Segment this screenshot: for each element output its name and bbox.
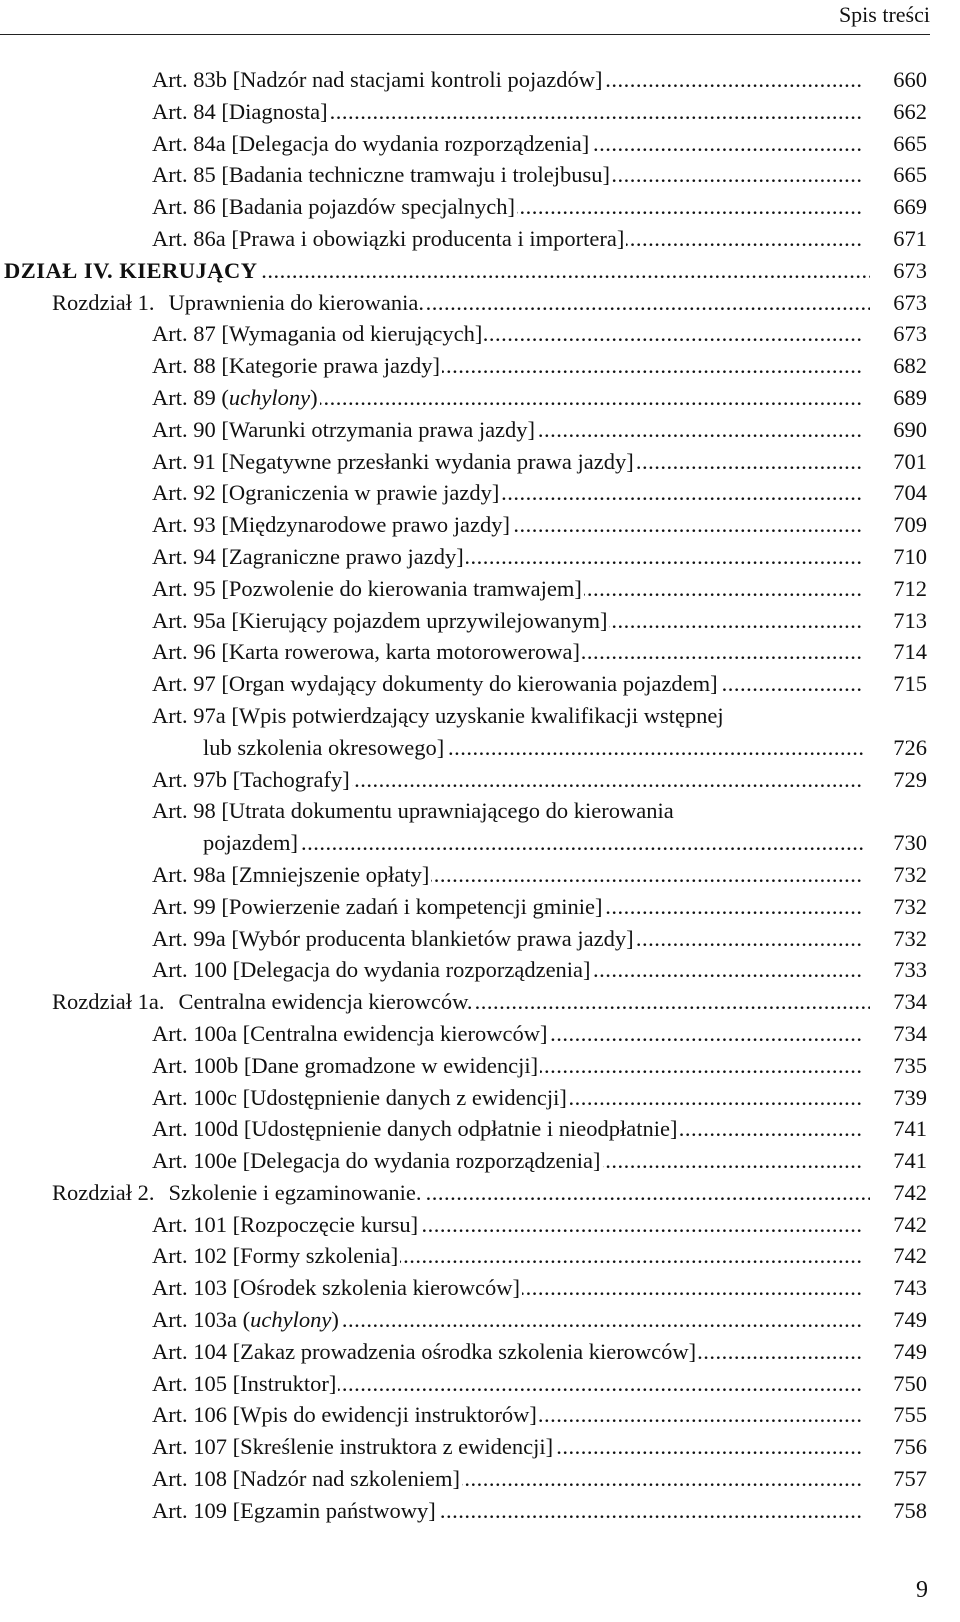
- toc-entry-label: Art. 86a [Prawa i obowiązki producenta i importera]: [152, 223, 626, 255]
- toc-page-number: 726: [893, 734, 927, 760]
- toc-page-number: 713: [893, 607, 927, 633]
- toc-entry-label: Art. 101 [Rozpoczęcie kursu]: [152, 1209, 420, 1241]
- toc-entry: [0, 1177, 960, 1209]
- toc-entry: [0, 1495, 960, 1527]
- toc-entry-label: Art. 100e [Delegacja do wydania rozporządzenia]: [152, 1145, 603, 1177]
- chapter-number: Rozdział 1.: [52, 289, 155, 315]
- dot-leader: [203, 827, 864, 859]
- toc-page-number: 732: [893, 861, 927, 887]
- toc-entry: [0, 382, 960, 414]
- toc-entry-label: [152, 1304, 341, 1336]
- toc-entry-label: Art. 96 [Karta rowerowa, karta motorowerowa]: [152, 636, 582, 668]
- entry-prefix: Art. 89 (: [152, 384, 229, 410]
- toc-page-number: 701: [893, 448, 927, 474]
- toc-page-number: 729: [893, 766, 927, 792]
- toc-entry-label: Art. 93 [Międzynarodowe prawo jazdy]: [152, 509, 512, 541]
- toc-entry: [0, 477, 960, 509]
- toc-entry: [0, 1050, 960, 1082]
- toc-entry-label: Art. 97b [Tachografy]: [152, 764, 352, 796]
- toc-entry-label: Art. 91 [Negatywne przesłanki wydania prawa jazdy]: [152, 446, 636, 478]
- toc-entry: [0, 764, 960, 796]
- toc-page-number: 735: [893, 1052, 927, 1078]
- toc-entry: [0, 223, 960, 255]
- toc-page-number: 743: [893, 1275, 927, 1301]
- toc-page-number: 682: [893, 353, 927, 379]
- toc-entry: [0, 1113, 960, 1145]
- toc-entry: [0, 1368, 960, 1400]
- toc-entry-label: Art. 98a [Zmniejszenie opłaty]: [152, 859, 431, 891]
- toc-page-number: 749: [893, 1307, 927, 1333]
- entry-suffix: ): [331, 1307, 339, 1333]
- toc-entry-label: Art. 97a [Wpis potwierdzający uzyskanie kwalifikacji wstępnej: [152, 700, 726, 732]
- toc-entry-label: Art. 84 [Diagnosta]: [152, 96, 330, 128]
- toc-page-number: 709: [893, 512, 927, 538]
- toc-page-number: 665: [893, 162, 927, 188]
- toc-page-number: 750: [893, 1370, 927, 1396]
- toc-entry-label: Art. 106 [Wpis do ewidencji instruktorów]: [152, 1399, 539, 1431]
- chapter-title: Szkolenie i egzaminowanie.: [168, 1179, 422, 1205]
- toc-entry: [0, 1399, 960, 1431]
- toc-entry-label: Art. 90 [Warunki otrzymania prawa jazdy]: [152, 414, 537, 446]
- toc-entry: [0, 954, 960, 986]
- toc-entry: [0, 605, 960, 637]
- chapter-title: Centralna ewidencja kierowców.: [178, 989, 473, 1015]
- toc-page-number: 742: [893, 1243, 927, 1269]
- toc-page-number: 704: [893, 480, 927, 506]
- toc-entry-label: Art. 102 [Formy szkolenia]: [152, 1240, 400, 1272]
- chapter-number: Rozdział 1a.: [52, 989, 165, 1015]
- toc-entry-label: Art. 105 [Instruktor]: [152, 1368, 338, 1400]
- toc-entry-label: DZIAŁ IV. KIERUJĄCY: [4, 255, 260, 287]
- toc-entry: [0, 668, 960, 700]
- toc-page-number: 689: [893, 384, 927, 410]
- toc-entry: [0, 1145, 960, 1177]
- toc-entry-label: Art. 100c [Udostępnienie danych z ewidencji]: [152, 1082, 569, 1114]
- toc-entry: [0, 1431, 960, 1463]
- toc-page-number: 758: [893, 1497, 927, 1523]
- toc-page-number: 756: [893, 1434, 927, 1460]
- toc-entry-label: Art. 83b [Nadzór nad stacjami kontroli pojazdów]: [152, 64, 605, 96]
- entry-italic-note: uchylony: [228, 384, 311, 410]
- toc-entry: [0, 573, 960, 605]
- header-title: Spis treści: [838, 2, 930, 27]
- toc-page-number: 712: [893, 575, 927, 601]
- toc-entry: [0, 1082, 960, 1114]
- toc-entry: [0, 64, 960, 96]
- entry-italic-note: uchylony: [250, 1307, 332, 1333]
- toc-page-number: 732: [893, 893, 927, 919]
- entry-suffix: ): [310, 384, 318, 410]
- toc-entry: [0, 859, 960, 891]
- toc-page-number: 662: [893, 98, 927, 124]
- toc-entry-label: Art. 95a [Kierujący pojazdem uprzywilejowanym]: [152, 605, 609, 637]
- toc-entry: [0, 1240, 960, 1272]
- toc-entry: [0, 891, 960, 923]
- toc-page-number: 710: [893, 543, 927, 569]
- toc-entry: [0, 191, 960, 223]
- toc-entry-label: pojazdem]: [203, 827, 300, 859]
- toc-entry: [0, 827, 960, 859]
- toc-page-number: 742: [893, 1179, 927, 1205]
- chapter-title: Uprawnienia do kierowania.: [168, 289, 425, 315]
- toc-entry: [0, 541, 960, 573]
- toc-entry-label: Art. 92 [Ograniczenia w prawie jazdy]: [152, 477, 501, 509]
- toc-page-number: 673: [893, 289, 927, 315]
- toc-entry: [0, 732, 960, 764]
- toc-entry: [0, 350, 960, 382]
- toc-entry: [0, 414, 960, 446]
- toc-entry: [0, 1209, 960, 1241]
- page-number: 9: [916, 1577, 928, 1603]
- toc-entry-label: [152, 382, 320, 414]
- toc-entry-label: Art. 100a [Centralna ewidencja kierowców]: [152, 1018, 549, 1050]
- toc-entry: [0, 1304, 960, 1336]
- toc-entry: [0, 509, 960, 541]
- toc-entry: [0, 446, 960, 478]
- toc-page-number: 755: [893, 1402, 927, 1428]
- entry-prefix: Art. 103a (: [152, 1307, 251, 1333]
- toc-entry-label: Art. 99 [Powierzenie zadań i kompetencji gminie]: [152, 891, 604, 923]
- header-rule: [0, 34, 930, 35]
- toc-page-number: 734: [893, 1020, 927, 1046]
- toc-page-number: 671: [893, 225, 927, 251]
- toc-entry-label: Art. 109 [Egzamin państwowy]: [152, 1495, 438, 1527]
- toc-entry: [0, 287, 960, 319]
- toc-page-number: 734: [893, 989, 927, 1015]
- toc-entry-label: Art. 98 [Utrata dokumentu uprawniającego do kierowania: [152, 795, 676, 827]
- toc-entry: [0, 795, 960, 827]
- toc-entry: [0, 700, 960, 732]
- toc-entry: [0, 1463, 960, 1495]
- toc-entry: [0, 1272, 960, 1304]
- toc-entry-label: Art. 95 [Pozwolenie do kierowania tramwajem]: [152, 573, 584, 605]
- toc-entry-label: Art. 100d [Udostępnienie danych odpłatnie i nieodpłatnie]: [152, 1113, 680, 1145]
- toc-entry: [0, 96, 960, 128]
- toc-entry: [0, 318, 960, 350]
- toc-page-number: 749: [893, 1338, 927, 1364]
- toc-entry: [0, 986, 960, 1018]
- toc-page-number: 733: [893, 957, 927, 983]
- toc-entry: [0, 128, 960, 160]
- toc-page-number: 714: [893, 639, 927, 665]
- toc-page-number: 690: [893, 416, 927, 442]
- toc-page-number: 673: [893, 321, 927, 347]
- toc-entry: [0, 255, 960, 287]
- toc-entry-label: [52, 287, 426, 319]
- toc-page-number: 660: [893, 67, 927, 92]
- toc-entry-label: [52, 1177, 424, 1209]
- toc-entry-label: Art. 100 [Delegacja do wydania rozporządzenia]: [152, 954, 593, 986]
- toc-entry-label: Art. 85 [Badania techniczne tramwaju i trolejbusu]: [152, 159, 612, 191]
- toc-entry-label: Art. 87 [Wymagania od kierujących]: [152, 318, 484, 350]
- chapter-number: Rozdział 2.: [52, 1179, 155, 1205]
- toc-entry-label: Art. 100b [Dane gromadzone w ewidencji]: [152, 1050, 540, 1082]
- toc-entry-label: [52, 986, 475, 1018]
- toc-page-number: 669: [893, 194, 927, 220]
- toc-page-number: 730: [893, 830, 927, 856]
- toc-page-number: 757: [893, 1466, 927, 1492]
- toc-page-number: 732: [893, 925, 927, 951]
- toc-entry: [0, 923, 960, 955]
- toc-entry-label: Art. 103 [Ośrodek szkolenia kierowców]: [152, 1272, 522, 1304]
- toc-page-number: 673: [893, 257, 927, 283]
- toc-entry-label: Art. 88 [Kategorie prawa jazdy]: [152, 350, 442, 382]
- toc-entry-label: lub szkolenia okresowego]: [203, 732, 446, 764]
- toc-entry: [0, 159, 960, 191]
- toc-entry-label: Art. 84a [Delegacja do wydania rozporządzenia]: [152, 128, 591, 160]
- toc-entry: [0, 1336, 960, 1368]
- table-of-contents: [0, 64, 960, 1527]
- toc-page-number: 665: [893, 130, 927, 156]
- toc-entry-label: Art. 86 [Badania pojazdów specjalnych]: [152, 191, 517, 223]
- toc-entry-label: Art. 107 [Skreślenie instruktora z ewidencji]: [152, 1431, 555, 1463]
- toc-page-number: 741: [893, 1148, 927, 1174]
- toc-entry: [0, 1018, 960, 1050]
- toc-page-number: 742: [893, 1211, 927, 1237]
- toc-entry-label: Art. 94 [Zagraniczne prawo jazdy]: [152, 541, 466, 573]
- toc-entry-label: Art. 104 [Zakaz prowadzenia ośrodka szkolenia kierowców]: [152, 1336, 698, 1368]
- toc-page-number: 739: [893, 1084, 927, 1110]
- toc-entry-label: Art. 108 [Nadzór nad szkoleniem]: [152, 1463, 462, 1495]
- toc-page-number: 741: [893, 1116, 927, 1142]
- toc-page-number: 715: [893, 671, 927, 697]
- toc-entry: [0, 636, 960, 668]
- toc-entry-label: Art. 99a [Wybór producenta blankietów prawa jazdy]: [152, 923, 636, 955]
- toc-entry-label: Art. 97 [Organ wydający dokumenty do kierowania pojazdem]: [152, 668, 720, 700]
